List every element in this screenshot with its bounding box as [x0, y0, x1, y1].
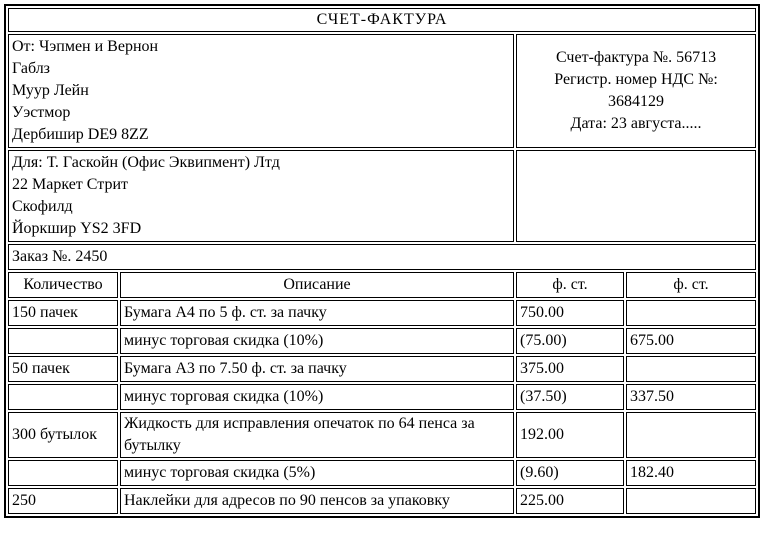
- amount-cell: 750.00: [516, 300, 624, 326]
- total-cell: 182.40: [626, 460, 756, 486]
- qty-cell: [8, 328, 118, 354]
- from-line: Габлз: [12, 60, 50, 77]
- description-cell: Бумага А4 по 5 ф. ст. за пачку: [120, 300, 514, 326]
- table-row: [8, 356, 756, 382]
- empty-cell: [516, 150, 756, 242]
- table-row: [8, 300, 756, 326]
- total-cell: [626, 300, 756, 326]
- amount-cell: 192.00: [516, 412, 624, 458]
- table-row: [8, 460, 756, 486]
- invoice-info-block: [516, 34, 756, 148]
- column-header-total: ф. ст.: [626, 272, 756, 298]
- from-line: Муур Лейн: [12, 82, 89, 99]
- description-cell: Бумага А3 по 7.50 ф. ст. за пачку: [120, 356, 514, 382]
- qty-cell: [8, 460, 118, 486]
- invoice-document: [4, 4, 760, 518]
- table-row: [8, 328, 756, 354]
- description-cell: Жидкость для исправления опечаток по 64 пенса за бутылку: [120, 412, 514, 458]
- to-address-block: [8, 150, 514, 242]
- description-cell: минус торговая скидка (10%): [120, 328, 514, 354]
- column-header-quantity: Количество: [8, 272, 118, 298]
- order-number: Заказ №. 2450: [8, 244, 756, 270]
- table-row: [8, 488, 756, 514]
- table-row: [8, 412, 756, 458]
- title-row: [8, 8, 756, 32]
- description-cell: минус торговая скидка (5%): [120, 460, 514, 486]
- table-row: [8, 384, 756, 410]
- qty-cell: 300 бутылок: [8, 412, 118, 458]
- amount-cell: 225.00: [516, 488, 624, 514]
- total-cell: [626, 412, 756, 458]
- from-line: От: Чэпмен и Вернон: [12, 38, 159, 55]
- from-address-block: [8, 34, 514, 148]
- total-cell: [626, 356, 756, 382]
- column-header-amount: ф. ст.: [516, 272, 624, 298]
- qty-cell: 150 пачек: [8, 300, 118, 326]
- invoice-date: Дата: 23 августа.....: [570, 115, 702, 132]
- amount-cell: (9.60): [516, 460, 624, 486]
- column-header-description: Описание: [120, 272, 514, 298]
- total-cell: 337.50: [626, 384, 756, 410]
- description-cell: Наклейки для адресов по 90 пенсов за упаковку: [120, 488, 514, 514]
- to-line: Йоркшир YS2 3FD: [12, 220, 142, 237]
- invoice-number: Счет-фактура №. 56713: [555, 49, 717, 66]
- invoice-table-body: [8, 300, 756, 514]
- amount-cell: (75.00): [516, 328, 624, 354]
- total-cell: [626, 488, 756, 514]
- total-cell: 675.00: [626, 328, 756, 354]
- items-header-row: [8, 272, 756, 298]
- to-line: 22 Маркет Стрит: [12, 176, 128, 193]
- to-row: [8, 150, 756, 242]
- qty-cell: 250: [8, 488, 118, 514]
- qty-cell: [8, 384, 118, 410]
- to-line: Для: Т. Гаскойн (Офис Эквипмент) Лтд: [12, 154, 280, 171]
- to-line: Скофилд: [12, 198, 73, 215]
- page-title: СЧЕТ-ФАКТУРА: [8, 8, 756, 32]
- order-row: [8, 244, 756, 270]
- vat-reg-label: Регистр. номер НДС №:: [554, 71, 718, 88]
- from-row: [8, 34, 756, 148]
- amount-cell: 375.00: [516, 356, 624, 382]
- amount-cell: (37.50): [516, 384, 624, 410]
- from-line: Уэстмор: [12, 104, 71, 121]
- description-cell: минус торговая скидка (10%): [120, 384, 514, 410]
- from-line: Дербишир DE9 8ZZ: [12, 126, 149, 143]
- vat-reg-number: 3684129: [608, 93, 665, 110]
- qty-cell: 50 пачек: [8, 356, 118, 382]
